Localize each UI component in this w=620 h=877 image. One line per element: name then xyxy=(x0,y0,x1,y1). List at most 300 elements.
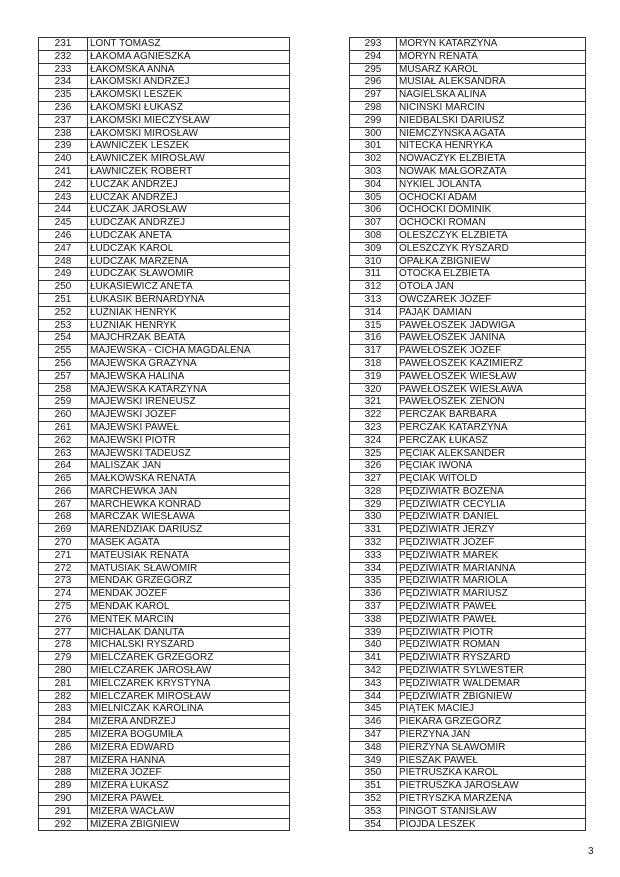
table-row xyxy=(350,588,586,601)
table-row xyxy=(39,703,290,716)
table-row xyxy=(39,652,290,665)
person-name: PĘDZIWIATR BOŻENA xyxy=(397,485,586,498)
person-name: OTOCKA ELŻBIETA xyxy=(397,268,586,281)
person-name: ŁUDCZAK ANDRZEJ xyxy=(88,217,290,230)
table-row xyxy=(350,191,586,204)
row-number: 240 xyxy=(39,153,88,166)
row-number: 313 xyxy=(350,293,397,306)
table-row xyxy=(39,178,290,191)
table-row xyxy=(39,473,290,486)
row-number: 244 xyxy=(39,204,88,217)
table-row xyxy=(39,204,290,217)
table-row xyxy=(39,268,290,281)
table-row xyxy=(350,178,586,191)
person-name: PĘDZIWIATR MARIANNA xyxy=(397,562,586,575)
table-row xyxy=(39,191,290,204)
table-row xyxy=(350,332,586,345)
row-number: 345 xyxy=(350,703,397,716)
person-name: PIESZAK PAWEŁ xyxy=(397,754,586,767)
row-number: 241 xyxy=(39,165,88,178)
person-name: MARENDZIAK DARIUSZ xyxy=(88,524,290,537)
person-name: MIZERA ŁUKASZ xyxy=(88,780,290,793)
person-name: MIZERA HANNA xyxy=(88,754,290,767)
person-name: MENDAK KAROL xyxy=(88,601,290,614)
row-number: 250 xyxy=(39,281,88,294)
table-row xyxy=(39,575,290,588)
person-name: ŁUŹNIAK HENRYK xyxy=(88,319,290,332)
person-name: MIELCZAREK MIROSŁAW xyxy=(88,690,290,703)
person-name: NYKIEL JOLANTA xyxy=(397,178,586,191)
table-row xyxy=(350,485,586,498)
table-row xyxy=(350,217,586,230)
person-name: PINGOT STANISŁAW xyxy=(397,805,586,818)
person-name: PĘDZIWIATR MAREK xyxy=(397,549,586,562)
person-name: ŁAKOMSKA ANNA xyxy=(88,63,290,76)
table-row xyxy=(39,677,290,690)
table-row xyxy=(350,511,586,524)
table-row xyxy=(39,50,290,63)
person-name: MAJEWSKI PAWEŁ xyxy=(88,421,290,434)
row-number: 306 xyxy=(350,204,397,217)
table-row xyxy=(39,63,290,76)
table-row xyxy=(350,89,586,102)
row-number: 340 xyxy=(350,639,397,652)
person-name: MARCHEWKA JAN xyxy=(88,485,290,498)
table-row xyxy=(39,626,290,639)
row-number: 316 xyxy=(350,332,397,345)
row-number: 304 xyxy=(350,178,397,191)
table-row xyxy=(350,383,586,396)
person-name: ŁAKOMA AGNIESZKA xyxy=(88,50,290,63)
table-row xyxy=(350,754,586,767)
right-table-body xyxy=(350,38,586,831)
row-number: 344 xyxy=(350,690,397,703)
row-number: 239 xyxy=(39,140,88,153)
person-name: PAWEŁOSZEK JADWIGA xyxy=(397,319,586,332)
person-name: PĘDZIWIATR SYLWESTER xyxy=(397,665,586,678)
row-number: 268 xyxy=(39,511,88,524)
row-number: 273 xyxy=(39,575,88,588)
table-row xyxy=(39,537,290,550)
row-number: 323 xyxy=(350,421,397,434)
table-row xyxy=(39,524,290,537)
table-row xyxy=(350,460,586,473)
person-name: MATUSIAK SŁAWOMIR xyxy=(88,562,290,575)
row-number: 335 xyxy=(350,575,397,588)
table-row xyxy=(39,665,290,678)
person-name: NOWAK MAŁGORZATA xyxy=(397,165,586,178)
row-number: 281 xyxy=(39,677,88,690)
row-number: 234 xyxy=(39,76,88,89)
table-row xyxy=(39,716,290,729)
table-row xyxy=(39,511,290,524)
person-name: ŁAKOMSKI ŁUKASZ xyxy=(88,101,290,114)
table-row xyxy=(39,562,290,575)
table-row xyxy=(350,690,586,703)
table-row xyxy=(39,306,290,319)
person-name: PĘDZIWIATR DANIEL xyxy=(397,511,586,524)
row-number: 347 xyxy=(350,729,397,742)
row-number: 256 xyxy=(39,357,88,370)
person-name: PĘDZIWIATR JERZY xyxy=(397,524,586,537)
row-number: 334 xyxy=(350,562,397,575)
row-number: 348 xyxy=(350,741,397,754)
person-name: PĘDZIWIATR MARIUSZ xyxy=(397,588,586,601)
person-name: NITECKA HENRYKA xyxy=(397,140,586,153)
person-name: MAJEWSKI IRENEUSZ xyxy=(88,396,290,409)
row-number: 276 xyxy=(39,613,88,626)
table-row xyxy=(39,409,290,422)
person-name: MIELCZAREK JAROSŁAW xyxy=(88,665,290,678)
person-name: OLESZCZYK ELŻBIETA xyxy=(397,229,586,242)
row-number: 293 xyxy=(350,38,397,51)
row-number: 289 xyxy=(39,780,88,793)
person-name: PAWEŁOSZEK WIESŁAW xyxy=(397,370,586,383)
person-name: NOWACZYK ELŻBIETA xyxy=(397,153,586,166)
person-name: OCHOCKI ADAM xyxy=(397,191,586,204)
table-row xyxy=(39,127,290,140)
table-row xyxy=(39,729,290,742)
row-number: 270 xyxy=(39,537,88,550)
person-name: PERCZAK KATARZYNA xyxy=(397,421,586,434)
table-row xyxy=(350,319,586,332)
table-row xyxy=(350,434,586,447)
row-number: 283 xyxy=(39,703,88,716)
table-row xyxy=(350,677,586,690)
person-name: PIERZYNA SŁAWOMIR xyxy=(397,741,586,754)
person-name: MIZERA ANDRZEJ xyxy=(88,716,290,729)
table-row xyxy=(350,729,586,742)
person-name: MIZERA WACŁAW xyxy=(88,805,290,818)
person-name: OPAŁKA ZBIGNIEW xyxy=(397,255,586,268)
row-number: 272 xyxy=(39,562,88,575)
table-row xyxy=(39,447,290,460)
row-number: 246 xyxy=(39,229,88,242)
row-number: 300 xyxy=(350,127,397,140)
row-number: 263 xyxy=(39,447,88,460)
person-name: PIERZYNA JAN xyxy=(397,729,586,742)
table-row xyxy=(350,242,586,255)
row-number: 343 xyxy=(350,677,397,690)
page-number: 3 xyxy=(588,846,594,857)
person-name: ŁUŹNIAK HENRYK xyxy=(88,306,290,319)
person-name: ŁAWNICZEK MIROSŁAW xyxy=(88,153,290,166)
row-number: 311 xyxy=(350,268,397,281)
person-name: PERCZAK BARBARA xyxy=(397,409,586,422)
row-number: 290 xyxy=(39,793,88,806)
row-number: 338 xyxy=(350,613,397,626)
table-row xyxy=(350,140,586,153)
person-name: MORYŃ KATARZYNA xyxy=(397,38,586,51)
row-number: 254 xyxy=(39,332,88,345)
table-row xyxy=(39,793,290,806)
person-name: MENDAK JÓZEF xyxy=(88,588,290,601)
row-number: 337 xyxy=(350,601,397,614)
row-number: 310 xyxy=(350,255,397,268)
table-row xyxy=(350,114,586,127)
table-row xyxy=(39,460,290,473)
row-number: 294 xyxy=(350,50,397,63)
row-number: 251 xyxy=(39,293,88,306)
table-row xyxy=(39,140,290,153)
person-name: PIETRYSZKA MARZENA xyxy=(397,793,586,806)
table-row xyxy=(350,767,586,780)
person-name: PIEKARA GRZEGORZ xyxy=(397,716,586,729)
person-name: PAWEŁOSZEK WIESŁAWA xyxy=(397,383,586,396)
row-number: 282 xyxy=(39,690,88,703)
row-number: 265 xyxy=(39,473,88,486)
table-row xyxy=(39,434,290,447)
left-name-table xyxy=(38,37,290,831)
person-name: PĘDZIWIATR CECYLIA xyxy=(397,498,586,511)
row-number: 315 xyxy=(350,319,397,332)
person-name: PIĄTEK MACIEJ xyxy=(397,703,586,716)
row-number: 255 xyxy=(39,345,88,358)
table-row xyxy=(350,703,586,716)
table-row xyxy=(350,741,586,754)
person-name: PIETRUSZKA KAROL xyxy=(397,767,586,780)
row-number: 259 xyxy=(39,396,88,409)
table-row xyxy=(350,601,586,614)
row-number: 274 xyxy=(39,588,88,601)
person-name: PERCZAK ŁUKASZ xyxy=(397,434,586,447)
table-row xyxy=(350,652,586,665)
table-row xyxy=(39,396,290,409)
table-row xyxy=(350,626,586,639)
table-row xyxy=(350,127,586,140)
row-number: 308 xyxy=(350,229,397,242)
person-name: PĘDZIWIATR ZBIGNIEW xyxy=(397,690,586,703)
right-name-table xyxy=(349,37,586,831)
row-number: 350 xyxy=(350,767,397,780)
row-number: 242 xyxy=(39,178,88,191)
table-row xyxy=(350,562,586,575)
table-row xyxy=(350,665,586,678)
row-number: 325 xyxy=(350,447,397,460)
person-name: PIETRUSZKA JAROSŁAW xyxy=(397,780,586,793)
row-number: 295 xyxy=(350,63,397,76)
person-name: NIEDBALSKI DARIUSZ xyxy=(397,114,586,127)
person-name: MIZERA ZBIGNIEW xyxy=(88,818,290,831)
table-row xyxy=(350,255,586,268)
table-row xyxy=(350,498,586,511)
row-number: 297 xyxy=(350,89,397,102)
row-number: 336 xyxy=(350,588,397,601)
table-row xyxy=(39,383,290,396)
row-number: 332 xyxy=(350,537,397,550)
person-name: PĘDZIWIATR WALDEMAR xyxy=(397,677,586,690)
table-row xyxy=(350,153,586,166)
person-name: MENTEK MARCIN xyxy=(88,613,290,626)
row-number: 284 xyxy=(39,716,88,729)
person-name: PĘDZIWIATR MARIOLA xyxy=(397,575,586,588)
person-name: MORYŃ RENATA xyxy=(397,50,586,63)
person-name: ŁUDCZAK MARZENA xyxy=(88,255,290,268)
person-name: NAGIELSKA ALINA xyxy=(397,89,586,102)
person-name: NICIŃSKI MARCIN xyxy=(397,101,586,114)
table-row xyxy=(39,345,290,358)
person-name: ŁUCZAK ANDRZEJ xyxy=(88,178,290,191)
person-name: PIOJDA LESZEK xyxy=(397,818,586,831)
person-name: OWCZAREK JÓZEF xyxy=(397,293,586,306)
row-number: 292 xyxy=(39,818,88,831)
person-name: MARCHEWKA KONRAD xyxy=(88,498,290,511)
row-number: 299 xyxy=(350,114,397,127)
person-name: PAWEŁOSZEK JÓZEF xyxy=(397,345,586,358)
person-name: MALISZAK JAN xyxy=(88,460,290,473)
row-number: 286 xyxy=(39,741,88,754)
table-row xyxy=(39,89,290,102)
table-row xyxy=(39,370,290,383)
row-number: 346 xyxy=(350,716,397,729)
person-name: MIZERA PAWEŁ xyxy=(88,793,290,806)
row-number: 232 xyxy=(39,50,88,63)
person-name: MIELCZAREK GRZEGORZ xyxy=(88,652,290,665)
person-name: ŁUKASIEWICZ ANETA xyxy=(88,281,290,294)
row-number: 271 xyxy=(39,549,88,562)
row-number: 309 xyxy=(350,242,397,255)
row-number: 329 xyxy=(350,498,397,511)
row-number: 331 xyxy=(350,524,397,537)
person-name: MENDAK GRZEGORZ xyxy=(88,575,290,588)
table-row xyxy=(350,76,586,89)
row-number: 253 xyxy=(39,319,88,332)
row-number: 352 xyxy=(350,793,397,806)
table-row xyxy=(350,38,586,51)
person-name: PAWEŁOSZEK ZENON xyxy=(397,396,586,409)
row-number: 351 xyxy=(350,780,397,793)
row-number: 285 xyxy=(39,729,88,742)
row-number: 324 xyxy=(350,434,397,447)
person-name: PAWEŁOSZEK JANINA xyxy=(397,332,586,345)
table-row xyxy=(350,370,586,383)
table-row xyxy=(350,357,586,370)
row-number: 339 xyxy=(350,626,397,639)
row-number: 275 xyxy=(39,601,88,614)
table-row xyxy=(39,101,290,114)
person-name: MAJEWSKI JÓZEF xyxy=(88,409,290,422)
table-row xyxy=(350,549,586,562)
table-row xyxy=(350,396,586,409)
row-number: 235 xyxy=(39,89,88,102)
row-number: 312 xyxy=(350,281,397,294)
row-number: 260 xyxy=(39,409,88,422)
row-number: 279 xyxy=(39,652,88,665)
table-row xyxy=(350,793,586,806)
table-row xyxy=(350,639,586,652)
row-number: 261 xyxy=(39,421,88,434)
table-row xyxy=(39,741,290,754)
person-name: ŁUDCZAK SŁAWOMIR xyxy=(88,268,290,281)
person-name: PĘDZIWIATR JÓZEF xyxy=(397,537,586,550)
person-name: MUSIAŁ ALEKSANDRA xyxy=(397,76,586,89)
row-number: 327 xyxy=(350,473,397,486)
person-name: MATEUSIAK RENATA xyxy=(88,549,290,562)
table-row xyxy=(39,255,290,268)
person-name: MAJEWSKA HALINA xyxy=(88,370,290,383)
person-name: PĘDZIWIATR PAWEŁ xyxy=(397,601,586,614)
table-row xyxy=(39,165,290,178)
table-row xyxy=(39,319,290,332)
row-number: 249 xyxy=(39,268,88,281)
row-number: 296 xyxy=(350,76,397,89)
row-number: 236 xyxy=(39,101,88,114)
table-row xyxy=(350,409,586,422)
table-row xyxy=(350,575,586,588)
table-row xyxy=(350,447,586,460)
table-row xyxy=(350,716,586,729)
row-number: 301 xyxy=(350,140,397,153)
table-row xyxy=(39,153,290,166)
person-name: MUSARZ KAROL xyxy=(397,63,586,76)
table-row xyxy=(350,50,586,63)
table-row xyxy=(350,165,586,178)
person-name: MAJEWSKI PIOTR xyxy=(88,434,290,447)
person-name: MASEK AGATA xyxy=(88,537,290,550)
row-number: 328 xyxy=(350,485,397,498)
table-row xyxy=(39,293,290,306)
person-name: PĘCIAK WITOLD xyxy=(397,473,586,486)
table-row xyxy=(39,767,290,780)
table-row xyxy=(39,818,290,831)
table-row xyxy=(350,805,586,818)
table-row xyxy=(39,498,290,511)
row-number: 302 xyxy=(350,153,397,166)
row-number: 326 xyxy=(350,460,397,473)
row-number: 245 xyxy=(39,217,88,230)
person-name: ŁUDCZAK KAROL xyxy=(88,242,290,255)
person-name: PAWEŁOSZEK KAZIMIERZ xyxy=(397,357,586,370)
row-number: 280 xyxy=(39,665,88,678)
person-name: ŁAKOMSKI ANDRZEJ xyxy=(88,76,290,89)
person-name: ŁAWNICZEK LESZEK xyxy=(88,140,290,153)
table-row xyxy=(39,357,290,370)
row-number: 233 xyxy=(39,63,88,76)
row-number: 267 xyxy=(39,498,88,511)
table-row xyxy=(350,473,586,486)
person-name: ŁUCZAK JAROSŁAW xyxy=(88,204,290,217)
row-number: 341 xyxy=(350,652,397,665)
table-row xyxy=(39,549,290,562)
left-table-body xyxy=(39,38,290,831)
row-number: 262 xyxy=(39,434,88,447)
person-name: MICHALSKI RYSZARD xyxy=(88,639,290,652)
row-number: 269 xyxy=(39,524,88,537)
person-name: OLESZCZYK RYSZARD xyxy=(397,242,586,255)
row-number: 247 xyxy=(39,242,88,255)
row-number: 353 xyxy=(350,805,397,818)
table-row xyxy=(350,204,586,217)
row-number: 264 xyxy=(39,460,88,473)
person-name: PĘDZIWIATR PAWEŁ xyxy=(397,613,586,626)
person-name: PĘDZIWIATR ROMAN xyxy=(397,639,586,652)
person-name: ŁUCZAK ANDRZEJ xyxy=(88,191,290,204)
table-row xyxy=(350,537,586,550)
row-number: 314 xyxy=(350,306,397,319)
row-number: 248 xyxy=(39,255,88,268)
person-name: MIELCZAREK KRYSTYNA xyxy=(88,677,290,690)
row-number: 330 xyxy=(350,511,397,524)
row-number: 278 xyxy=(39,639,88,652)
person-name: PĘCIAK ALEKSANDER xyxy=(397,447,586,460)
table-row xyxy=(350,281,586,294)
person-name: PAJĄK DAMIAN xyxy=(397,306,586,319)
table-row xyxy=(39,485,290,498)
row-number: 307 xyxy=(350,217,397,230)
table-row xyxy=(350,229,586,242)
table-row xyxy=(39,601,290,614)
person-name: MAJEWSKA KATARZYNA xyxy=(88,383,290,396)
